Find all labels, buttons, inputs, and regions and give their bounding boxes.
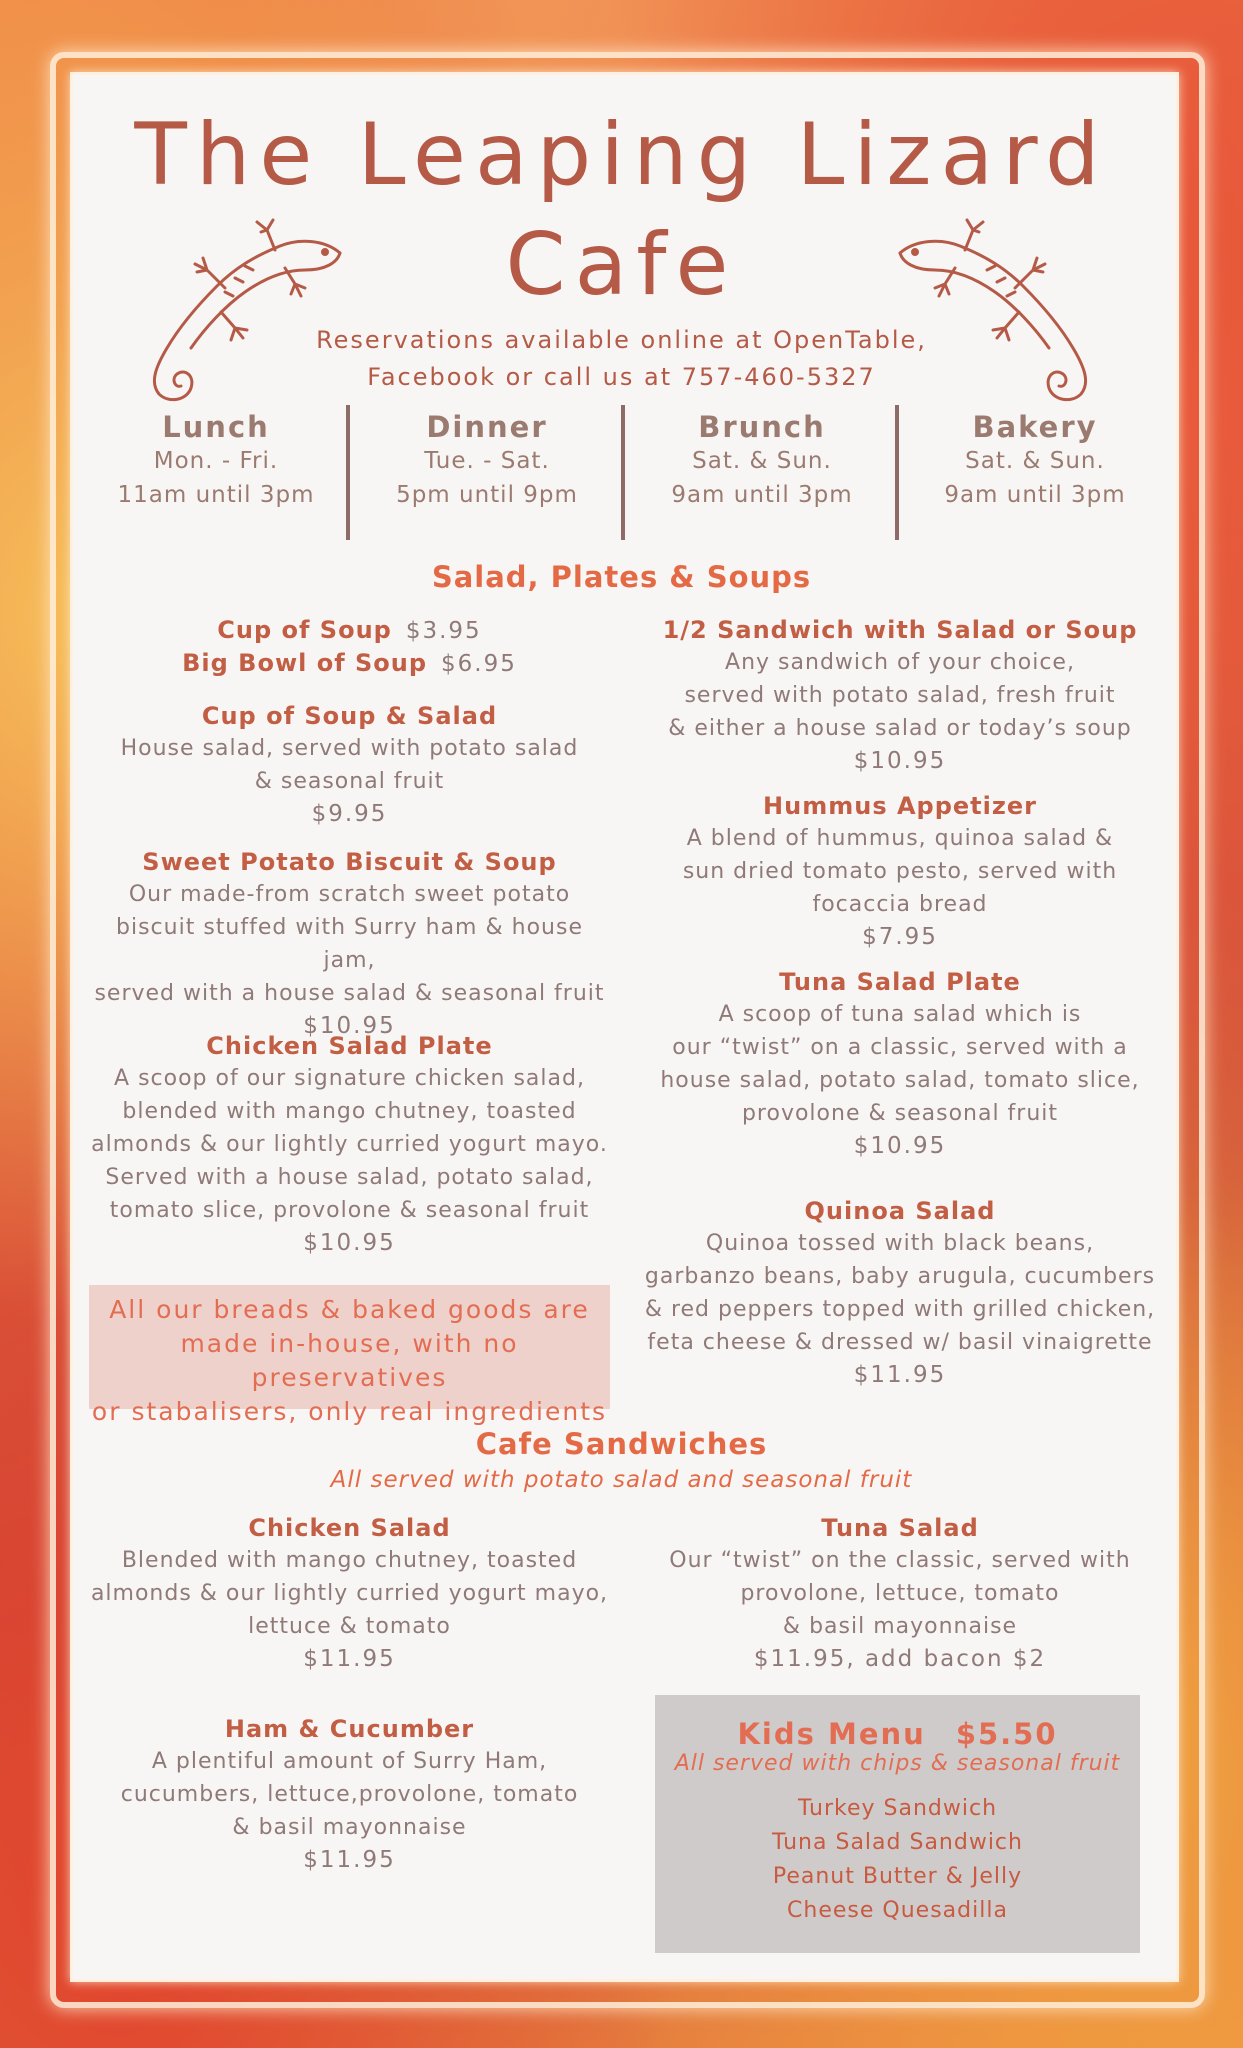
item-name: Ham & Cucumber xyxy=(224,1715,475,1743)
note-line: All our breads & baked goods are xyxy=(109,1295,590,1324)
item-name: Tuna Salad Plate xyxy=(779,968,1021,996)
section-title-salads: Salad, Plates & Soups xyxy=(431,560,812,594)
reservations-line: Reservations available online at OpenTable, xyxy=(316,326,927,354)
item-desc: almonds & our lightly curried yogurt mayo, xyxy=(90,1581,609,1606)
item-price: $10.95 xyxy=(303,1013,396,1039)
item-desc: & basil mayonnaise xyxy=(232,1815,467,1840)
item-price: $11.95 xyxy=(303,1646,396,1672)
hours-days: Mon. - Fri. xyxy=(153,448,279,474)
hours-time: 5pm until 9pm xyxy=(396,482,578,508)
hours-name: Bakery xyxy=(972,410,1098,444)
cafe-title-line1: The Leaping Lizard xyxy=(134,105,1109,205)
cafe-title-line2: Cafe xyxy=(505,215,738,315)
item-desc: A plentiful amount of Surry Ham, xyxy=(151,1749,548,1774)
item-desc: provolone & seasonal fruit xyxy=(741,1101,1059,1126)
item-desc: Any sandwich of your choice, xyxy=(725,650,1075,675)
soup-price: $6.95 xyxy=(441,651,517,677)
item-desc: tomato slice, provolone & seasonal fruit xyxy=(109,1198,590,1223)
item-price: $10.95 xyxy=(303,1230,396,1256)
item-desc: garbanzo beans, baby arugula, cucumbers xyxy=(644,1264,1156,1289)
item-desc: served with a house salad & seasonal fruit xyxy=(94,981,605,1006)
menu-item-tuna-salad-sandwich xyxy=(640,1512,1160,1675)
hours-brunch xyxy=(622,410,902,512)
hours-days: Sat. & Sun. xyxy=(692,448,832,474)
menu-item-half-sandwich xyxy=(640,614,1160,777)
item-desc: house salad, potato salad, tomato slice, xyxy=(660,1068,1140,1093)
item-desc: Blended with mango chutney, toasted xyxy=(121,1548,578,1573)
hours-name: Brunch xyxy=(698,410,826,444)
item-name: Tuna Salad xyxy=(821,1514,979,1542)
item-desc: & red peppers topped with grilled chicken, xyxy=(644,1297,1156,1322)
item-desc: provolone, lettuce, tomato xyxy=(740,1581,1060,1606)
soup-name: Big Bowl of Soup xyxy=(182,649,428,677)
kids-menu-price: $5.50 xyxy=(955,1717,1058,1751)
item-desc: Served with a house salad, potato salad, xyxy=(105,1165,594,1190)
soup-name: Cup of Soup xyxy=(217,616,392,644)
item-name: Sweet Potato Biscuit & Soup xyxy=(142,848,557,876)
kids-menu-item: Tuna Salad Sandwich xyxy=(772,1830,1023,1855)
item-desc: A scoop of tuna salad which is xyxy=(718,1002,1082,1027)
section-title-sandwiches: Cafe Sandwiches xyxy=(475,1427,768,1461)
hours-time: 9am until 3pm xyxy=(671,482,853,508)
item-desc: biscuit stuffed with Surry ham & house jam, xyxy=(116,915,583,973)
menu-item-cup-of-soup-salad xyxy=(89,700,610,830)
item-price: $10.95 xyxy=(853,748,947,774)
menu-item-chicken-salad-plate xyxy=(89,1030,610,1259)
item-desc: & seasonal fruit xyxy=(254,769,445,794)
item-price: $11.95 xyxy=(303,1847,396,1873)
item-name: 1/2 Sandwich with Salad or Soup xyxy=(662,616,1138,644)
kids-menu-box xyxy=(655,1695,1140,1953)
menu-item-sweet-potato-biscuit xyxy=(89,846,610,1042)
hours-days: Tue. - Sat. xyxy=(424,448,550,474)
item-desc: Quinoa tossed with black beans, xyxy=(705,1231,1095,1256)
menu-item-tuna-salad-plate xyxy=(640,966,1160,1162)
item-desc: House salad, served with potato salad xyxy=(120,736,579,761)
menu-item-ham-cucumber xyxy=(89,1713,610,1876)
kids-menu-item: Turkey Sandwich xyxy=(797,1796,998,1821)
soup-prices xyxy=(89,614,610,680)
hours-days: Sat. & Sun. xyxy=(965,448,1105,474)
item-desc: & either a house salad or today’s soup xyxy=(668,716,1132,741)
hours-time: 11am until 3pm xyxy=(117,482,315,508)
item-name: Chicken Salad xyxy=(248,1514,451,1542)
reservations-info xyxy=(0,322,1243,396)
item-name: Chicken Salad Plate xyxy=(206,1032,493,1060)
item-desc: A blend of hummus, quinoa salad & xyxy=(686,826,1114,851)
item-desc: sun dried tomato pesto, served with xyxy=(682,859,1118,884)
hours-name: Lunch xyxy=(162,410,270,444)
soup-price: $3.95 xyxy=(405,618,482,644)
hours-lunch xyxy=(76,410,356,512)
in-house-note xyxy=(89,1285,610,1426)
hours-dinner xyxy=(347,410,627,512)
hours-bakery xyxy=(895,410,1175,512)
item-desc: blended with mango chutney, toasted xyxy=(122,1099,577,1124)
hours-name: Dinner xyxy=(426,410,548,444)
menu-item-hummus xyxy=(640,790,1160,953)
menu-item-quinoa-salad xyxy=(640,1195,1160,1391)
item-price: $10.95 xyxy=(853,1133,947,1159)
item-price: $11.95, add bacon $2 xyxy=(753,1646,1047,1672)
item-desc: focaccia bread xyxy=(812,892,988,917)
item-price: $11.95 xyxy=(853,1362,947,1388)
item-desc: feta cheese & dressed w/ basil vinaigrette xyxy=(647,1330,1153,1355)
note-line: made in-house, with no preservatives xyxy=(180,1329,519,1392)
item-desc: lettuce & tomato xyxy=(248,1614,451,1639)
kids-menu-item: Peanut Butter & Jelly xyxy=(772,1864,1023,1889)
kids-menu-item: Cheese Quesadilla xyxy=(787,1898,1008,1923)
item-desc: & basil mayonnaise xyxy=(782,1614,1018,1639)
item-price: $7.95 xyxy=(862,924,938,950)
menu-item-chicken-salad-sandwich xyxy=(89,1512,610,1675)
item-desc: served with potato salad, fresh fruit xyxy=(684,683,1116,708)
note-line: or stabalisers, only real ingredients xyxy=(91,1397,608,1426)
section-subtitle-sandwiches: All served with potato salad and seasonal fruit xyxy=(330,1467,913,1493)
item-price: $9.95 xyxy=(311,801,388,827)
kids-menu-heading xyxy=(655,1717,1140,1751)
item-name: Cup of Soup & Salad xyxy=(201,702,498,730)
kids-menu-subtitle: All served with chips & seasonal fruit xyxy=(674,1751,1121,1776)
kids-menu-title: Kids Menu xyxy=(737,1717,926,1751)
item-name: Hummus Appetizer xyxy=(763,792,1037,820)
item-desc: Our “twist” on the classic, served with xyxy=(669,1548,1131,1573)
hours-time: 9am until 3pm xyxy=(944,482,1126,508)
item-desc: A scoop of our signature chicken salad, xyxy=(114,1066,585,1091)
item-name: Quinoa Salad xyxy=(804,1197,996,1225)
item-desc: almonds & our lightly curried yogurt mayo. xyxy=(91,1132,608,1157)
item-desc: cucumbers, lettuce,provolone, tomato xyxy=(120,1782,579,1807)
item-desc: our “twist” on a classic, served with a xyxy=(672,1035,1128,1060)
reservations-line: Facebook or call us at 757-460-5327 xyxy=(367,363,876,391)
item-desc: Our made-from scratch sweet potato xyxy=(128,882,571,907)
